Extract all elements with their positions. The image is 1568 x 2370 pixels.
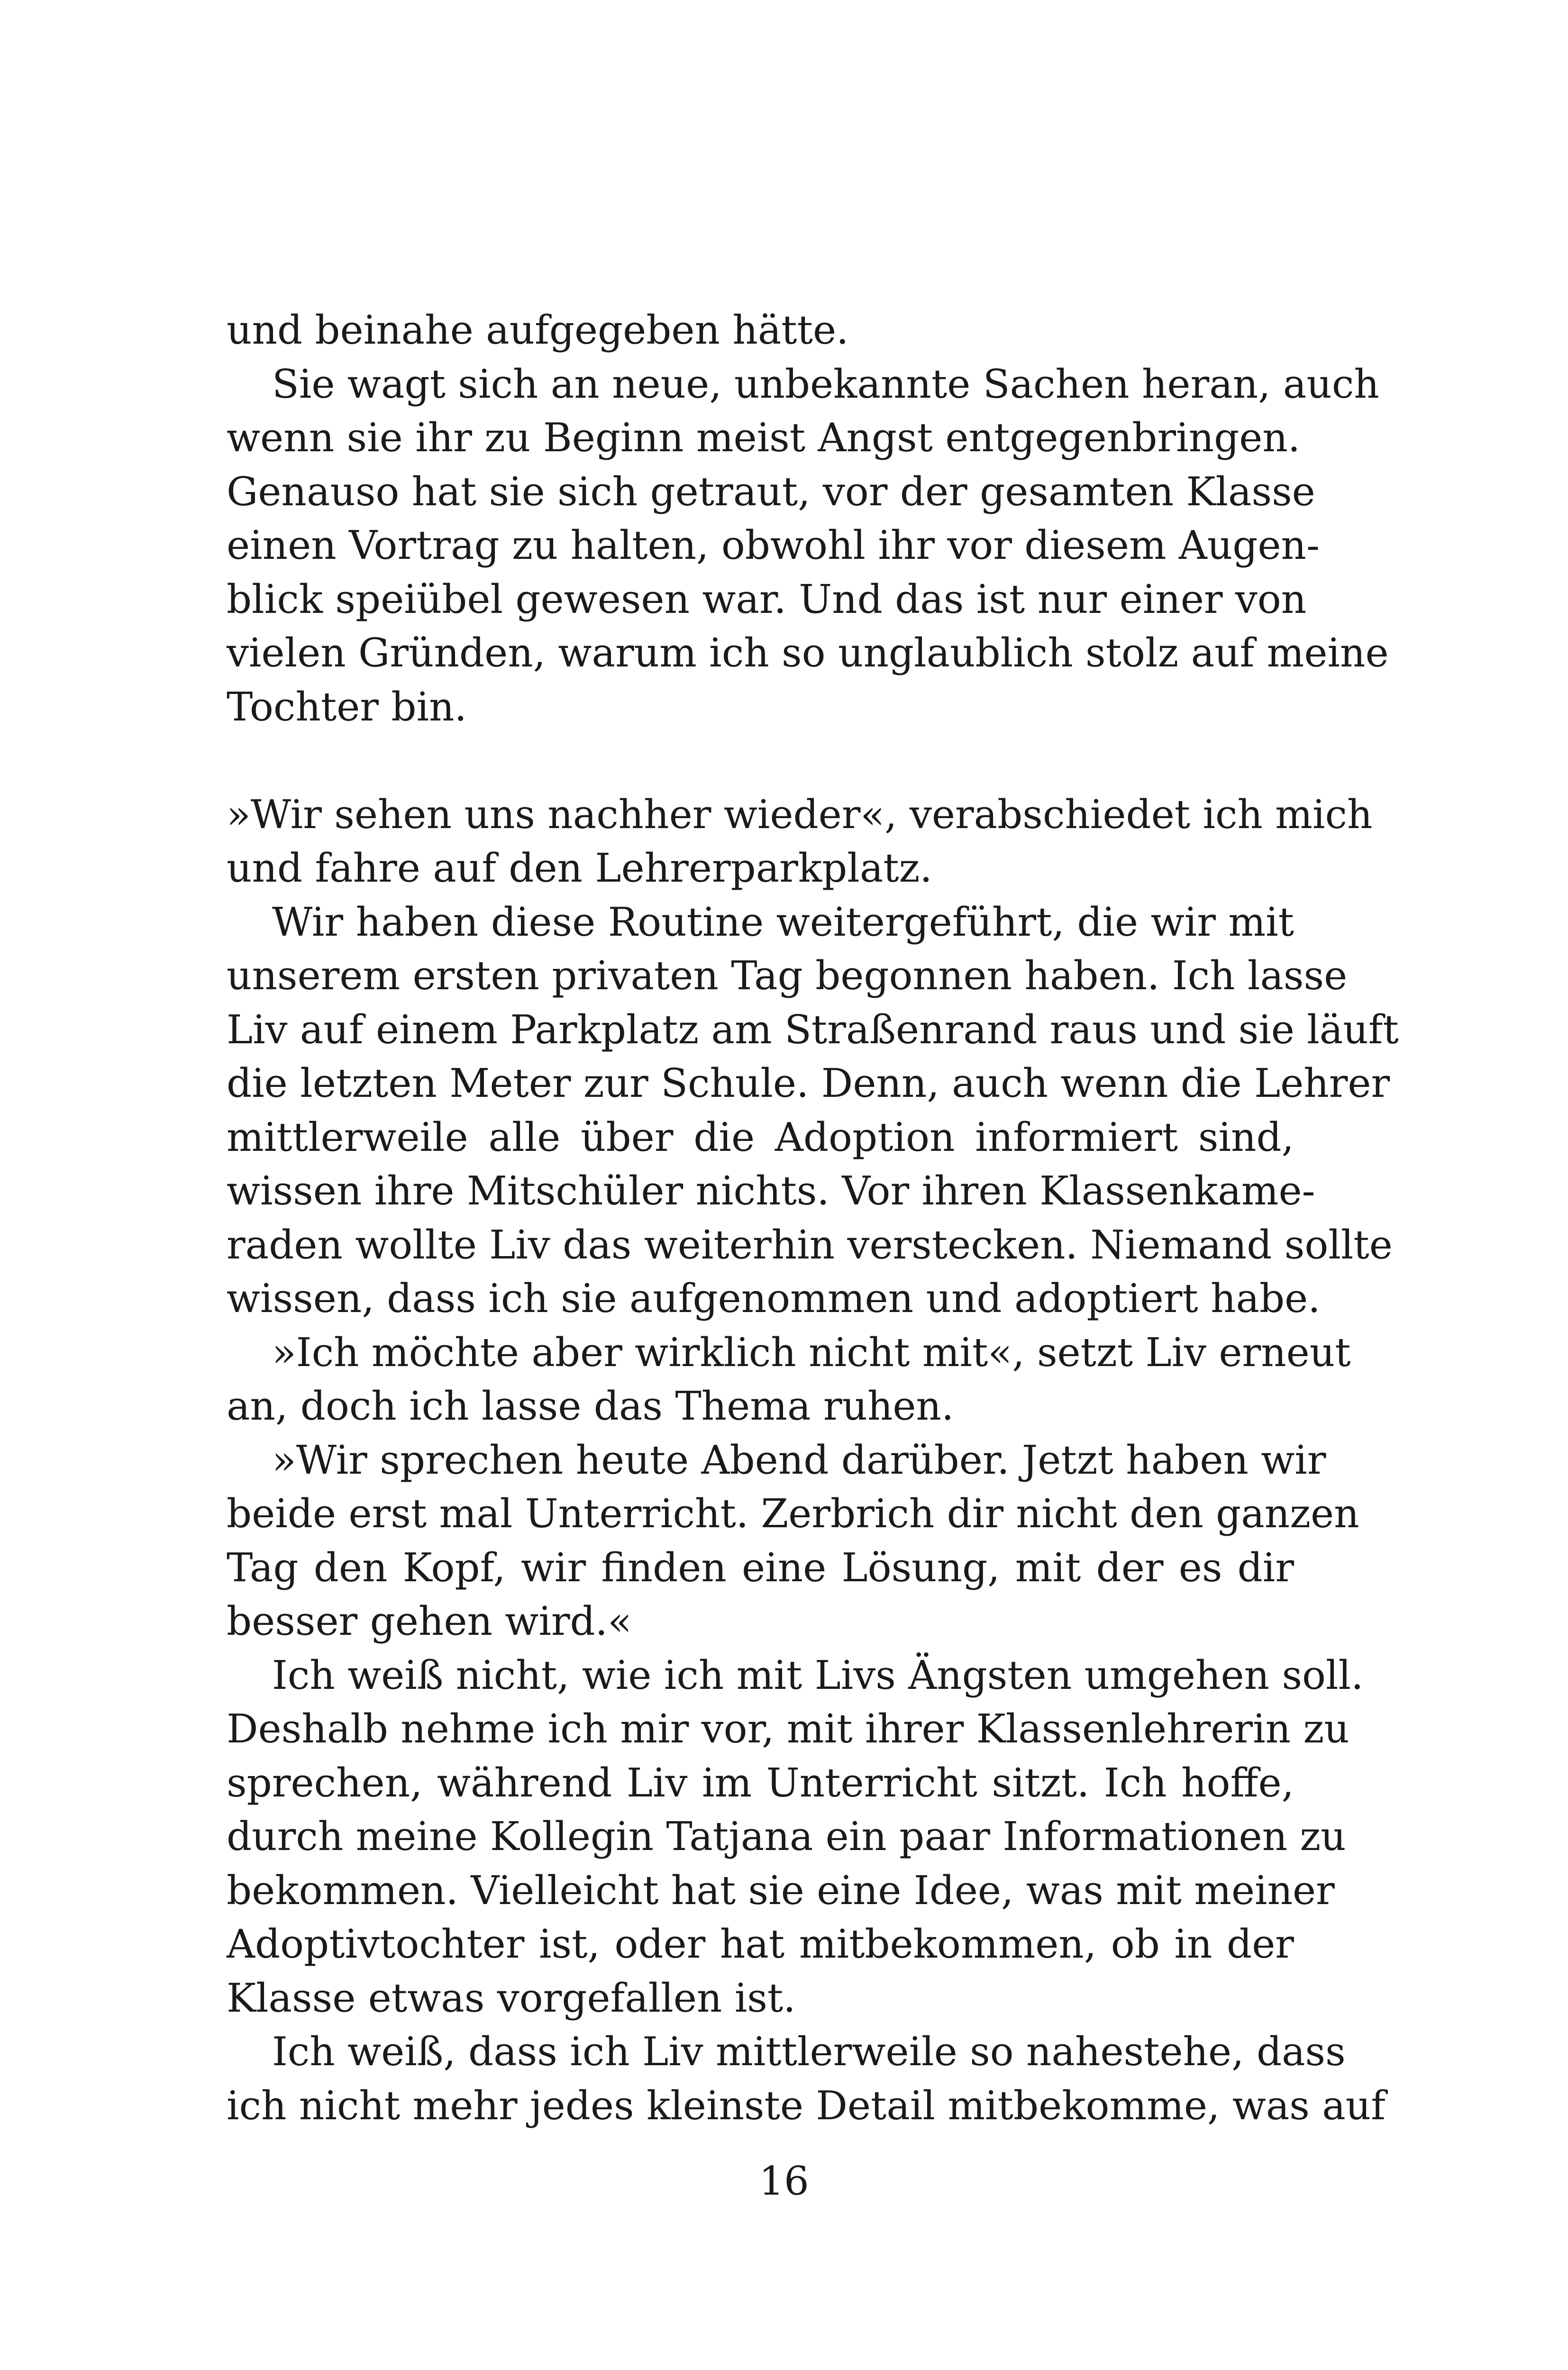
- text-line: und fahre auf den Lehrerparkplatz.: [227, 845, 932, 891]
- text-line: Ich weiß nicht, wie ich mit Livs Ängsten umgehen soll.: [272, 1652, 1364, 1698]
- section-break: [227, 734, 1294, 788]
- text-line: vielen Gründen, warum ich so unglaublich stolz auf meine: [227, 630, 1389, 676]
- text-line: Klasse etwas vorgefallen ist.: [227, 1975, 796, 2021]
- text-line: sprechen, während Liv im Unterricht sitzt. Ich hoffe,: [227, 1759, 1294, 1806]
- text-line: Tag den Kopf, wir finden eine Lösung, mit der es dir: [227, 1544, 1294, 1591]
- text-line: »Wir sprechen heute Abend darüber. Jetzt haben wir: [272, 1437, 1326, 1483]
- text-line: Wir haben diese Routine weitergeführt, die wir mit: [272, 899, 1294, 945]
- text-line: ich nicht mehr jedes kleinste Detail mitbekomme, was auf: [227, 2082, 1386, 2129]
- text-line: Liv auf einem Parkplatz am Straßenrand raus und sie läuft: [227, 1006, 1399, 1053]
- text-line: und beinahe aufgegeben hätte.: [227, 307, 849, 353]
- text-line: raden wollte Liv das weiterhin verstecken. Niemand sollte: [227, 1221, 1393, 1268]
- text-line: wenn sie ihr zu Beginn meist Angst entgegenbringen.: [227, 415, 1301, 461]
- text-line: »Wir sehen uns nachher wieder«, verabschiedet ich mich: [227, 791, 1373, 838]
- text-line: besser gehen wird.«: [227, 1598, 632, 1644]
- body-text: [227, 303, 1399, 2133]
- text-line: durch meine Kollegin Tatjana ein paar Informationen zu: [227, 1814, 1346, 1860]
- text-line: Sie wagt sich an neue, unbekannte Sachen heran, auch: [272, 361, 1379, 407]
- text-line: »Ich möchte aber wirklich nicht mit«, setzt Liv erneut: [272, 1329, 1351, 1376]
- text-line: Genauso hat sie sich getraut, vor der gesamten Klasse: [227, 468, 1315, 515]
- text-line: Ich weiß, dass ich Liv mittlerweile so nahestehe, dass: [272, 2029, 1346, 2075]
- text-line: an, doch ich lasse das Thema ruhen.: [227, 1383, 954, 1429]
- text-line: beide erst mal Unterricht. Zerbrich dir nicht den ganzen: [227, 1491, 1359, 1537]
- text-line: die letzten Meter zur Schule. Denn, auch wenn die Lehrer: [227, 1060, 1390, 1106]
- text-line: unserem ersten privaten Tag begonnen haben. Ich lasse: [227, 953, 1348, 999]
- text-line: Deshalb nehme ich mir vor, mit ihrer Klassenlehrerin zu: [227, 1706, 1349, 1752]
- text-line: blick speiübel gewesen war. Und das ist nur einer von: [227, 576, 1307, 622]
- text-line: Tochter bin.: [227, 684, 467, 730]
- page-number: 16: [759, 2158, 809, 2204]
- text-line: einen Vortrag zu halten, obwohl ihr vor diesem Augen-: [227, 522, 1320, 568]
- text-line: wissen, dass ich sie aufgenommen und adoptiert habe.: [227, 1276, 1321, 1322]
- text-line: Adoptivtochter ist, oder hat mitbekommen, ob in der: [227, 1921, 1294, 1967]
- text-line: mittlerweile alle über die Adoption informiert sind,: [227, 1114, 1294, 1160]
- text-line: wissen ihre Mitschüler nichts. Vor ihren Klassenkame-: [227, 1168, 1315, 1214]
- text-line: bekommen. Vielleicht hat sie eine Idee, was mit meiner: [227, 1867, 1335, 1914]
